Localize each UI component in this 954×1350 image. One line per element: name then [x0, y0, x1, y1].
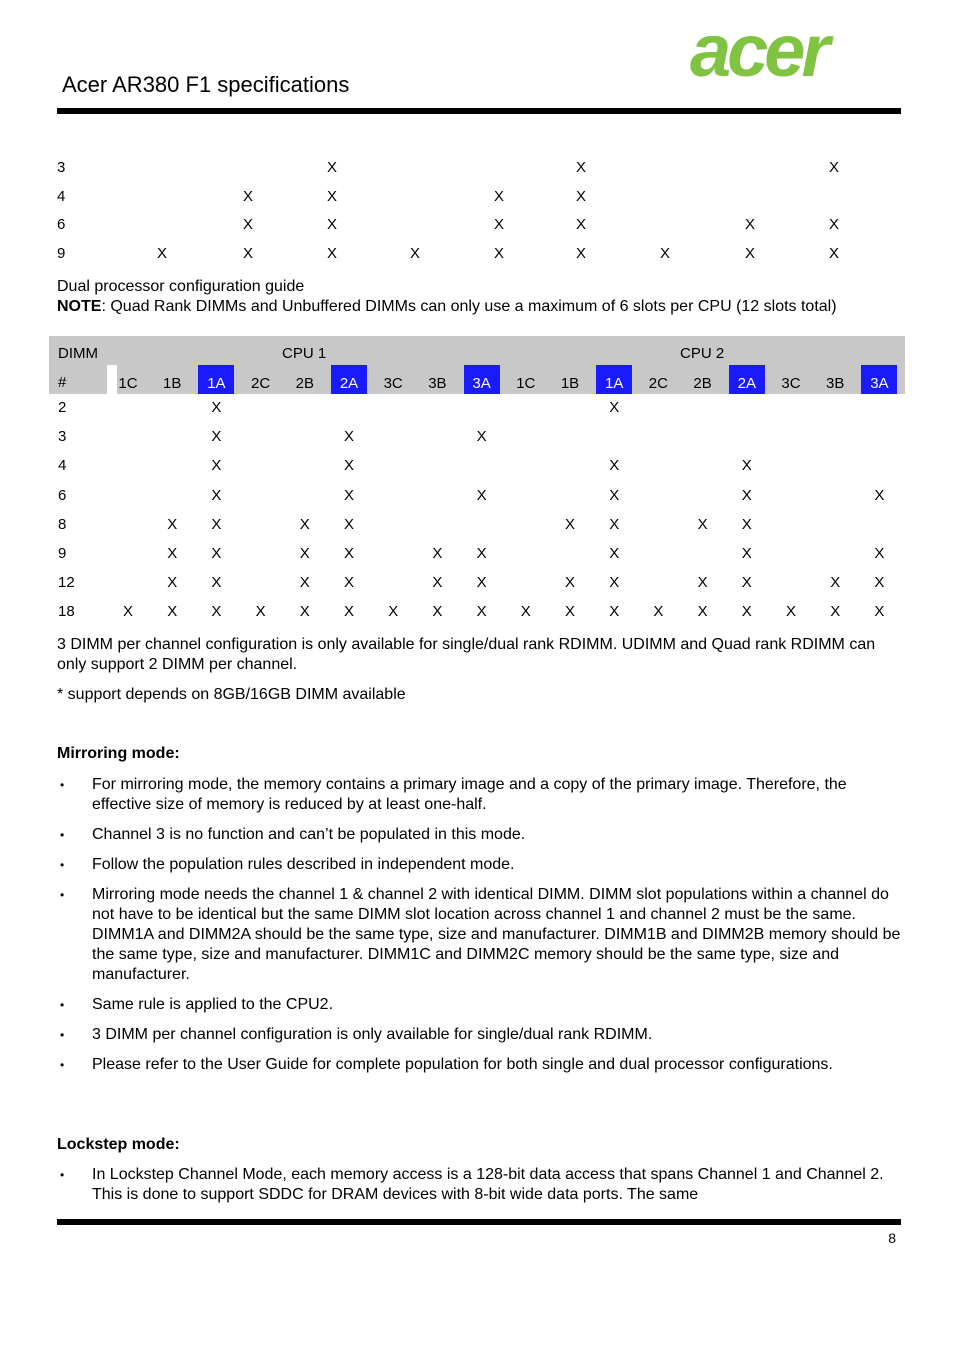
slot-header: 1A	[596, 365, 632, 394]
slot-header: 1B	[560, 375, 580, 392]
row-label: 4	[57, 187, 66, 205]
list-item	[57, 1025, 901, 1045]
table-cell: X	[410, 245, 421, 263]
bullet-icon: •	[60, 1028, 65, 1042]
table-cell: X	[609, 399, 620, 416]
bullet-icon: •	[60, 778, 65, 792]
table-cell: X	[494, 216, 505, 234]
table-cell: X	[476, 544, 487, 562]
list-item	[57, 885, 901, 985]
table-cell: X	[745, 216, 756, 234]
table-cell: X	[211, 544, 222, 562]
list-item-text: Please refer to the User Guide for complete population for both single and dual processor configurations.	[92, 1056, 833, 1073]
list-item-text: Channel 3 is no function and can’t be populated in this mode.	[92, 826, 526, 843]
table-cell: X	[565, 574, 576, 592]
row-label: 3	[57, 159, 66, 176]
table-cell: X	[167, 544, 178, 562]
slot-header: 3C	[383, 375, 403, 392]
table-cell: X	[157, 245, 168, 263]
acer-logo	[690, 20, 900, 82]
table-cell: X	[874, 574, 885, 592]
slot-header: 1C	[118, 375, 138, 392]
table-cell: X	[299, 574, 310, 592]
table-cell: X	[741, 603, 752, 621]
list-item	[57, 855, 901, 875]
table-cell: X	[609, 486, 620, 504]
table-cell: X	[476, 603, 487, 621]
table-row	[57, 212, 901, 241]
page-title: Acer AR380 F1 specifications	[62, 72, 350, 97]
table-cell: X	[476, 574, 487, 592]
slot-header: 2B	[693, 375, 712, 392]
row-label: 9	[57, 245, 66, 263]
table-cell: X	[494, 187, 505, 205]
table-row	[49, 540, 905, 569]
list-item-text: Follow the population rules described in independent mode.	[92, 856, 515, 873]
table-cell: X	[476, 428, 487, 446]
header-rule	[57, 108, 901, 114]
table-cell: X	[243, 245, 254, 263]
table-cell: X	[745, 245, 756, 263]
table-cell: X	[741, 486, 752, 504]
table-cell: X	[344, 574, 355, 592]
table-cell: X	[167, 515, 178, 533]
row-label: 2	[58, 399, 67, 416]
slot-header: 2A	[729, 365, 765, 394]
table-cell: X	[327, 245, 338, 263]
row-label: 18	[58, 603, 75, 621]
table-cell: X	[211, 515, 222, 533]
table-cell: X	[167, 603, 178, 621]
table-cell: X	[520, 603, 531, 621]
mirroring-list	[57, 775, 901, 1085]
support-note: * support depends on 8GB/16GB DIMM available	[57, 686, 406, 703]
cpu2-header: CPU 2	[680, 345, 725, 362]
single-processor-table	[57, 155, 901, 270]
table-row	[49, 482, 905, 511]
table-cell: X	[660, 245, 671, 263]
table-cell: X	[874, 544, 885, 562]
table-cell: X	[829, 216, 840, 234]
table-cell: X	[609, 574, 620, 592]
table-cell: X	[565, 515, 576, 533]
slot-header: 3B	[428, 375, 447, 392]
slot-header: 3C	[781, 375, 801, 392]
row-label: 6	[57, 216, 66, 234]
table-header-row	[49, 336, 905, 365]
bullet-icon: •	[60, 1168, 65, 1182]
table-cell: X	[299, 544, 310, 562]
table-cell: X	[741, 457, 752, 475]
table-row	[49, 423, 905, 452]
table-cell: X	[344, 603, 355, 621]
dual-heading: Dual processor configuration guide	[57, 278, 305, 295]
bullet-icon: •	[60, 828, 65, 842]
row-label: 9	[58, 544, 67, 562]
slot-header-row	[49, 365, 905, 394]
table-cell: X	[243, 187, 254, 205]
table-row	[49, 452, 905, 481]
list-item	[57, 1055, 901, 1075]
list-item-text: Same rule is applied to the CPU2.	[92, 996, 334, 1013]
list-item	[57, 1165, 901, 1205]
slot-header: 2C	[648, 375, 668, 392]
table-cell: X	[327, 187, 338, 205]
table-row	[57, 241, 901, 270]
bullet-icon: •	[60, 858, 65, 872]
list-item-text: For mirroring mode, the memory contains a primary image and a copy of the primary image. Therefore, the effective size of memory is reduced by at least one-half.	[92, 776, 847, 813]
table-cell: X	[476, 486, 487, 504]
table-cell: X	[697, 574, 708, 592]
table-cell: X	[829, 245, 840, 263]
table-cell: X	[609, 515, 620, 533]
table-row	[49, 569, 905, 598]
table-cell: X	[344, 515, 355, 533]
note-text: : Quad Rank DIMMs and Unbuffered DIMMs can only use a maximum of 6 slots per CPU (12 slots total)	[101, 298, 837, 315]
slot-header: 2C	[251, 375, 271, 392]
table-cell: X	[576, 159, 587, 176]
table-cell: X	[609, 544, 620, 562]
list-item	[57, 825, 901, 845]
table-cell: X	[123, 603, 134, 621]
table-cell: X	[388, 603, 399, 621]
table-cell: X	[344, 457, 355, 475]
table-cell: X	[565, 603, 576, 621]
table-row	[49, 598, 905, 627]
list-item	[57, 995, 901, 1015]
table-cell: X	[167, 574, 178, 592]
table-cell: X	[829, 159, 840, 176]
row-label: 6	[58, 486, 67, 504]
table-cell: X	[327, 216, 338, 234]
row-label: 3	[58, 428, 67, 446]
table-cell: X	[327, 159, 338, 176]
slot-header: 2B	[295, 375, 314, 392]
lockstep-list	[57, 1165, 901, 1215]
table-row	[57, 155, 901, 184]
table-cell: X	[255, 603, 266, 621]
list-item-text: 3 DIMM per channel configuration is only available for single/dual rank RDIMM.	[92, 1026, 653, 1043]
table-cell: X	[697, 603, 708, 621]
table-cell: X	[576, 245, 587, 263]
table-cell: X	[697, 515, 708, 533]
table-cell: X	[344, 486, 355, 504]
table-cell: X	[874, 603, 885, 621]
list-item-text: Mirroring mode needs the channel 1 & channel 2 with identical DIMM. DIMM slot populations within a channel do not have to be identical but the same DIMM slot location across channel 1 and channel 2 must be the same. DIMM1A and DIMM2A should be the same type, size and manufacturer. DIMM1B and DIMM2B memory should be the same type, size and manufacturer. DIMM1C and DIMM2C memory should be the same type, size and manufacturer.	[92, 886, 901, 983]
table-cell: X	[653, 603, 664, 621]
table-cell: X	[344, 544, 355, 562]
list-item-text: In Lockstep Channel Mode, each memory access is a 128-bit data access that spans Channel 1 and Channel 2. This is done to support SDDC for DRAM devices with 8-bit wide data ports. The same	[92, 1166, 884, 1203]
table-cell: X	[299, 515, 310, 533]
table-cell: X	[211, 603, 222, 621]
table-cell: X	[211, 399, 222, 416]
table-cell: X	[786, 603, 797, 621]
table-cell: X	[830, 603, 841, 621]
slot-header: 3B	[826, 375, 845, 392]
table-cell: X	[432, 544, 443, 562]
table-cell: X	[494, 245, 505, 263]
slot-header: 1A	[198, 365, 234, 394]
row-label: 4	[58, 457, 67, 475]
slot-header: 1C	[516, 375, 536, 392]
table-cell: X	[344, 428, 355, 446]
table-cell: X	[211, 428, 222, 446]
row-label: 12	[58, 574, 75, 592]
table-cell: X	[576, 187, 587, 205]
list-item	[57, 775, 901, 815]
table-row	[49, 511, 905, 540]
table-cell: X	[211, 457, 222, 475]
table-cell: X	[741, 544, 752, 562]
bullet-icon: •	[60, 888, 65, 902]
bullet-icon: •	[60, 998, 65, 1012]
table-cell: X	[211, 486, 222, 504]
table-cell: X	[830, 574, 841, 592]
dual-note	[57, 297, 901, 317]
row-label: 8	[58, 515, 67, 533]
dimm-header: DIMM	[58, 345, 98, 362]
note-label: NOTE	[57, 298, 102, 315]
slot-header: 2A	[331, 365, 367, 394]
cpu1-header: CPU 1	[282, 345, 327, 362]
table-cell: X	[609, 457, 620, 475]
dual-processor-table	[49, 336, 905, 628]
table-cell: X	[609, 603, 620, 621]
slot-header: 3A	[464, 365, 500, 394]
mirroring-heading: Mirroring mode:	[57, 745, 180, 762]
lockstep-heading: Lockstep mode:	[57, 1136, 180, 1153]
page-number: 8	[888, 1230, 896, 1246]
table-row	[57, 184, 901, 213]
count-header: #	[58, 374, 67, 391]
table-cell: X	[576, 216, 587, 234]
three-dimm-note: 3 DIMM per channel configuration is only available for single/dual rank RDIMM. UDIMM and Quad rank RDIMM can only support 2 DIMM per channel.	[57, 636, 876, 673]
table-cell: X	[299, 603, 310, 621]
table-cell: X	[211, 574, 222, 592]
table-cell: X	[243, 216, 254, 234]
table-row	[49, 394, 905, 423]
footer-rule	[57, 1219, 901, 1225]
slot-header: 1B	[163, 375, 182, 392]
table-cell: X	[432, 574, 443, 592]
bullet-icon: •	[60, 1058, 65, 1072]
table-cell: X	[741, 515, 752, 533]
slot-header: 3A	[861, 365, 897, 394]
svg-text:acer: acer	[690, 20, 827, 82]
table-cell: X	[874, 486, 885, 504]
table-cell: X	[432, 603, 443, 621]
table-cell: X	[741, 574, 752, 592]
